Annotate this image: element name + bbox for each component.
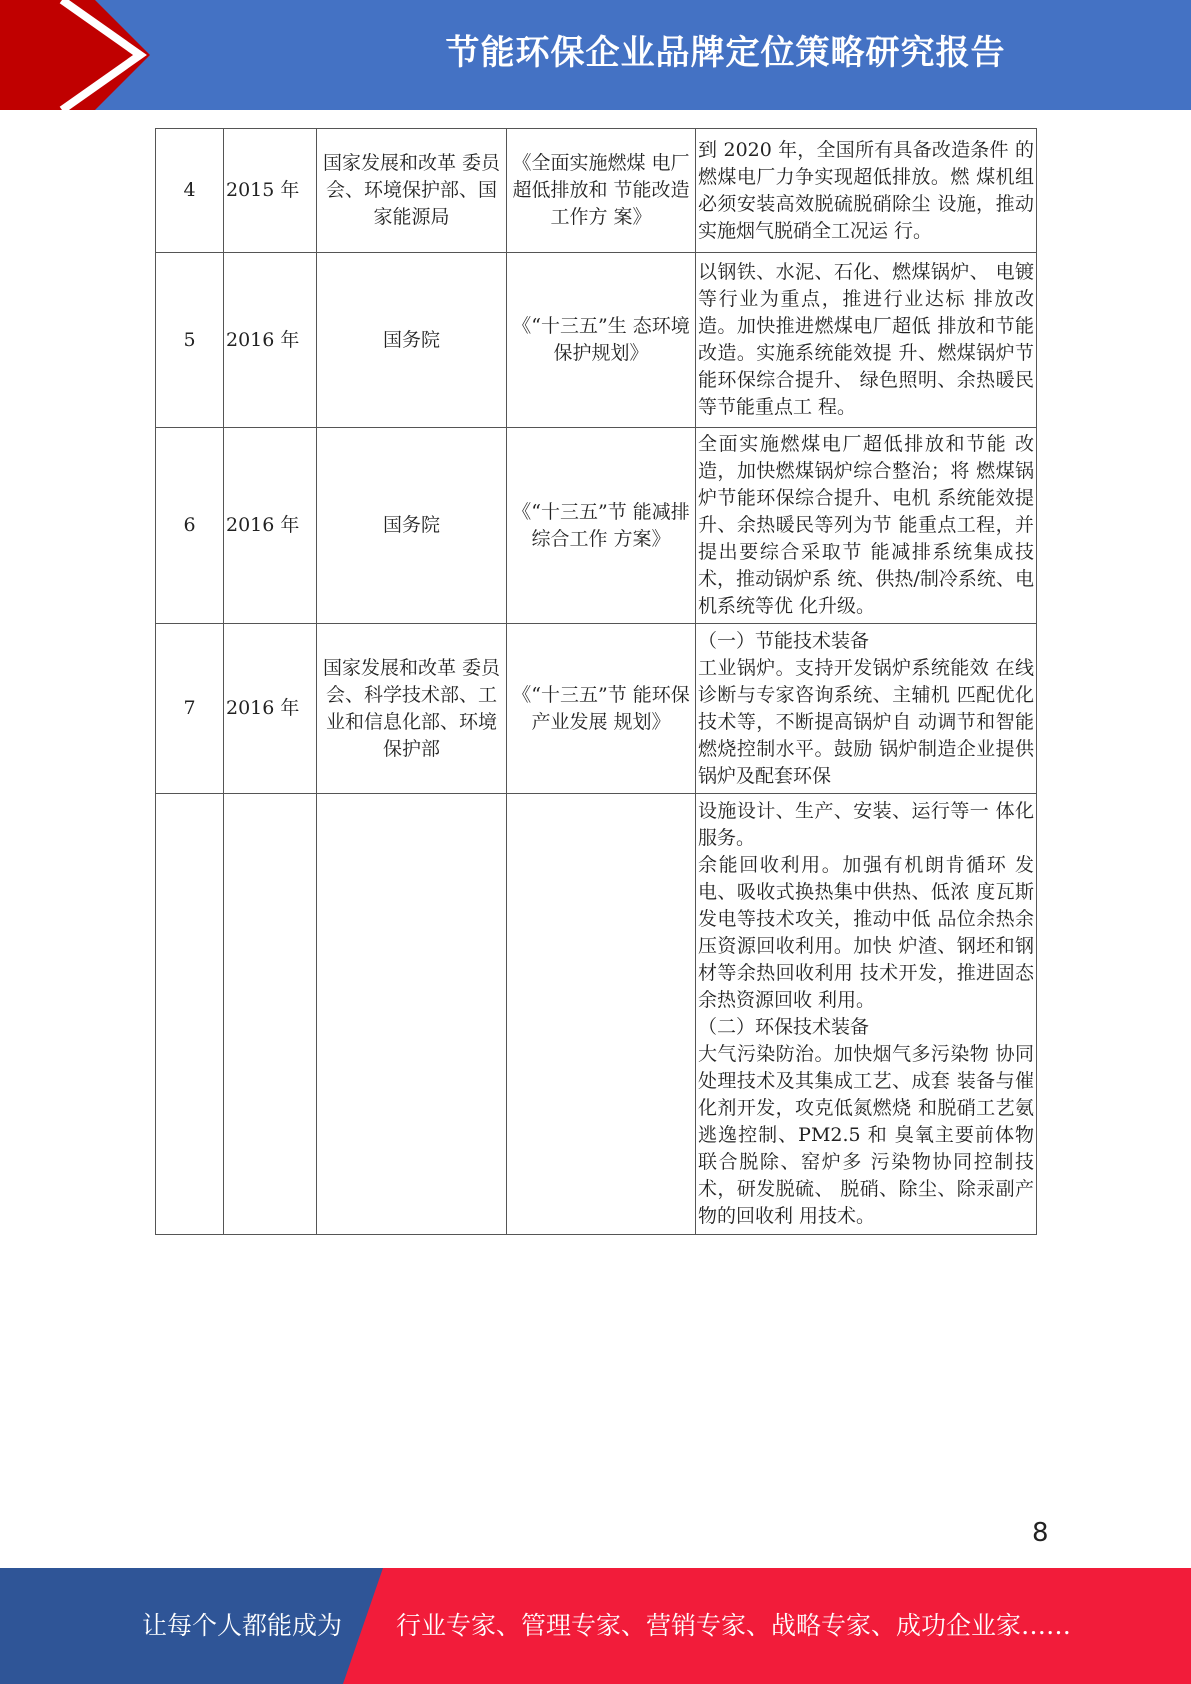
row-issuing-body: 国务院 <box>317 253 507 428</box>
row-year: 2016 年 <box>224 624 317 794</box>
row-document-title: 《“十三五”节 能环保产业发展 规划》 <box>507 624 696 794</box>
row-issuing-body: 国务院 <box>317 428 507 624</box>
content-paragraph: 全面实施燃煤电厂超低排放和节能 改造，加快燃煤锅炉综合整治；将 燃煤锅炉节能环保综合提升、电机 系统能效提升、余热暖民等列为节 能重点工程，并提出要综合采取节 能减排系统集成技术，推动锅炉系 统、供热/制冷系统、电机系统等优 化升级。 <box>698 433 1034 617</box>
footer-slogan-left: 让每个人都能成为 <box>142 1611 343 1640</box>
row-year: 2015 年 <box>224 129 317 253</box>
row-number <box>156 794 224 1235</box>
page-header <box>0 0 1191 110</box>
table-row <box>156 624 1037 794</box>
page-number: 8 <box>1032 1518 1049 1548</box>
row-number: 5 <box>156 253 224 428</box>
row-number: 6 <box>156 428 224 624</box>
content-paragraph: 设施设计、生产、安装、运行等一 体化服务。 <box>698 800 1034 849</box>
row-number: 7 <box>156 624 224 794</box>
row-year: 2016 年 <box>224 253 317 428</box>
table-row <box>156 129 1037 253</box>
row-year: 2016 年 <box>224 428 317 624</box>
content-paragraph: 大气污染防治。加快烟气多污染物 协同处理技术及其集成工艺、成套 装备与催化剂开发，攻克低氮燃烧 和脱硝工艺氨逃逸控制、PM2.5 和 臭氧主要前体物联合脱除、窑炉多 污染物协同控制技术，研发脱硫、 脱硝、除尘、除汞副产物的回收利 用技术。 <box>698 1043 1034 1227</box>
content-paragraph: 工业锅炉。支持开发锅炉系统能效 在线诊断与专家咨询系统、主辅机 匹配优化技术等，不断提高锅炉自 动调节和智能燃烧控制水平。鼓励 锅炉制造企业提供锅炉及配套环保 <box>698 656 1034 787</box>
row-content <box>696 624 1037 794</box>
table-row <box>156 253 1037 428</box>
row-issuing-body: 国家发展和改革 委员会、科学技术部、工业和信息化部、环境保护部 <box>317 624 507 794</box>
row-content <box>696 253 1037 428</box>
row-content <box>696 794 1037 1235</box>
row-issuing-body <box>317 794 507 1235</box>
row-year <box>224 794 317 1235</box>
policy-table <box>155 128 1037 1235</box>
row-document-title <box>507 794 696 1235</box>
page-footer <box>0 1568 1191 1684</box>
content-heading: （一）节能技术装备 <box>698 629 870 652</box>
row-content <box>696 428 1037 624</box>
row-issuing-body: 国家发展和改革 委员会、环境保护部、国家能源局 <box>317 129 507 253</box>
table-row <box>156 794 1037 1235</box>
row-number: 4 <box>156 129 224 253</box>
report-title: 节能环保企业品牌定位策略研究报告 <box>445 33 1006 73</box>
content-paragraph: 以钢铁、水泥、石化、燃煤锅炉、 电镀等行业为重点，推进行业达标 排放改造。加快推进燃煤电厂超低 排放和节能改造。实施系统能效提 升、燃煤锅炉节能环保综合提升、 绿色照明、余热暖民等节能重点工 程。 <box>698 261 1034 418</box>
content-heading: （二）环保技术装备 <box>698 1016 870 1038</box>
content-paragraph: 到 2020 年，全国所有具备改造条件 的燃煤电厂力争实现超低排放。燃 煤机组必须安装高效脱硫脱硝除尘 设施，推动实施烟气脱硝全工况运 行。 <box>698 138 1034 242</box>
footer-slogan-right: 行业专家、管理专家、营销专家、战略专家、成功企业家…… <box>396 1611 1072 1640</box>
row-document-title: 《“十三五”节 能减排综合工作 方案》 <box>507 428 696 624</box>
table-row <box>156 428 1037 624</box>
row-document-title: 《“十三五”生 态环境保护规划》 <box>507 253 696 428</box>
row-content <box>696 129 1037 253</box>
content-paragraph: 余能回收利用。加强有机朗肯循环 发电、吸收式换热集中供热、低浓 度瓦斯发电等技术攻关，推动中低 品位余热余压资源回收利用。加快 炉渣、钢坯和钢材等余热回收利用 技术开发，推进固态余热资源回收 利用。 <box>698 854 1034 1011</box>
row-document-title: 《全面实施燃煤 电厂超低排放和 节能改造工作方 案》 <box>507 129 696 253</box>
header-arrow-decoration <box>0 0 160 110</box>
